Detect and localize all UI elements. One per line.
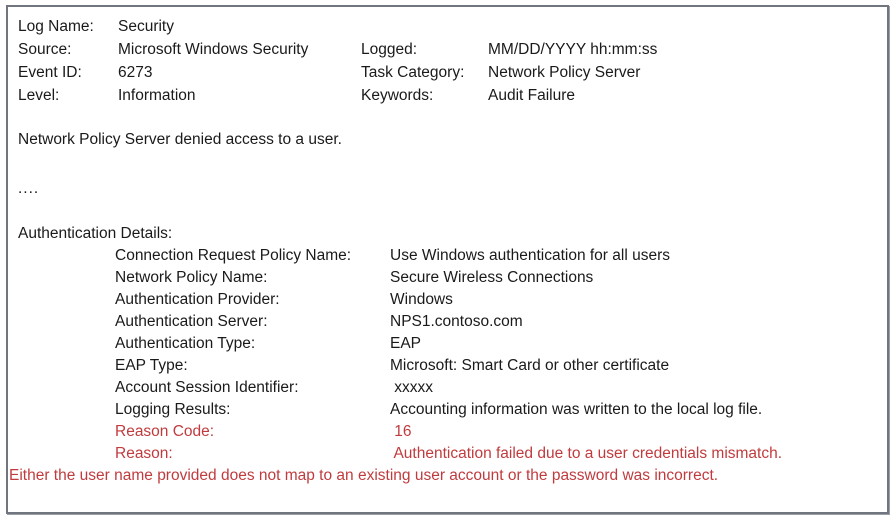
field-value [488,15,877,38]
detail-value: 16 [390,423,412,440]
auth-details-list [18,245,877,465]
detail-value: EAP [390,335,422,352]
event-log-content [8,15,887,487]
field-value: Network Policy Server [488,64,641,81]
detail-value: Authentication failed due to a user credentials mismatch. [390,445,783,462]
detail-label: Account Session Identifier: [115,379,299,396]
meta-row [18,84,877,107]
ellipsis-text: .... [18,180,40,197]
detail-row [18,333,877,355]
field-label: Event ID: [18,64,82,81]
field-label [361,15,488,38]
field-value: MM/DD/YYYY hh:mm:ss [488,41,658,58]
detail-row [18,399,877,421]
field-value: 6273 [118,64,153,81]
detail-value: xxxxx [390,379,434,396]
detail-value: NPS1.contoso.com [390,313,523,330]
error-footnote: Either the user name provided does not map to an existing user account or the password was incorrect. [9,467,719,484]
field-label: Task Category: [361,64,465,81]
detail-row-reason-code [18,421,877,443]
event-log-frame [6,5,889,514]
detail-row-reason [18,443,877,465]
event-description: Network Policy Server denied access to a user. [18,131,342,148]
detail-row [18,245,877,267]
detail-row [18,311,877,333]
field-value: Microsoft Windows Security [118,41,309,58]
detail-label: Reason Code: [115,423,215,440]
detail-row [18,267,877,289]
detail-value: Windows [390,291,453,308]
field-value: Audit Failure [488,87,576,104]
event-meta-block [18,15,877,107]
detail-value: Accounting information was written to the local log file. [390,401,763,418]
field-label: Keywords: [361,87,434,104]
detail-row [18,289,877,311]
detail-label: Network Policy Name: [115,269,268,286]
field-label: Logged: [361,41,418,58]
detail-row [18,355,877,377]
field-value: Information [118,87,196,104]
field-label: Level: [18,87,60,104]
meta-row [18,15,877,38]
detail-label: Reason: [115,445,173,462]
detail-value: Microsoft: Smart Card or other certificate [390,357,670,374]
auth-details-heading: Authentication Details: [18,225,173,242]
detail-label: Connection Request Policy Name: [115,247,352,264]
meta-row [18,38,877,61]
detail-row [18,377,877,399]
detail-label: EAP Type: [115,357,188,374]
field-label: Log Name: [18,18,94,35]
detail-label: Authentication Provider: [115,291,280,308]
detail-label: Logging Results: [115,401,231,418]
field-value: Security [118,18,174,35]
meta-row [18,61,877,84]
detail-label: Authentication Server: [115,313,268,330]
field-label: Source: [18,41,72,58]
detail-value: Use Windows authentication for all users [390,247,670,264]
detail-label: Authentication Type: [115,335,256,352]
detail-value: Secure Wireless Connections [390,269,594,286]
